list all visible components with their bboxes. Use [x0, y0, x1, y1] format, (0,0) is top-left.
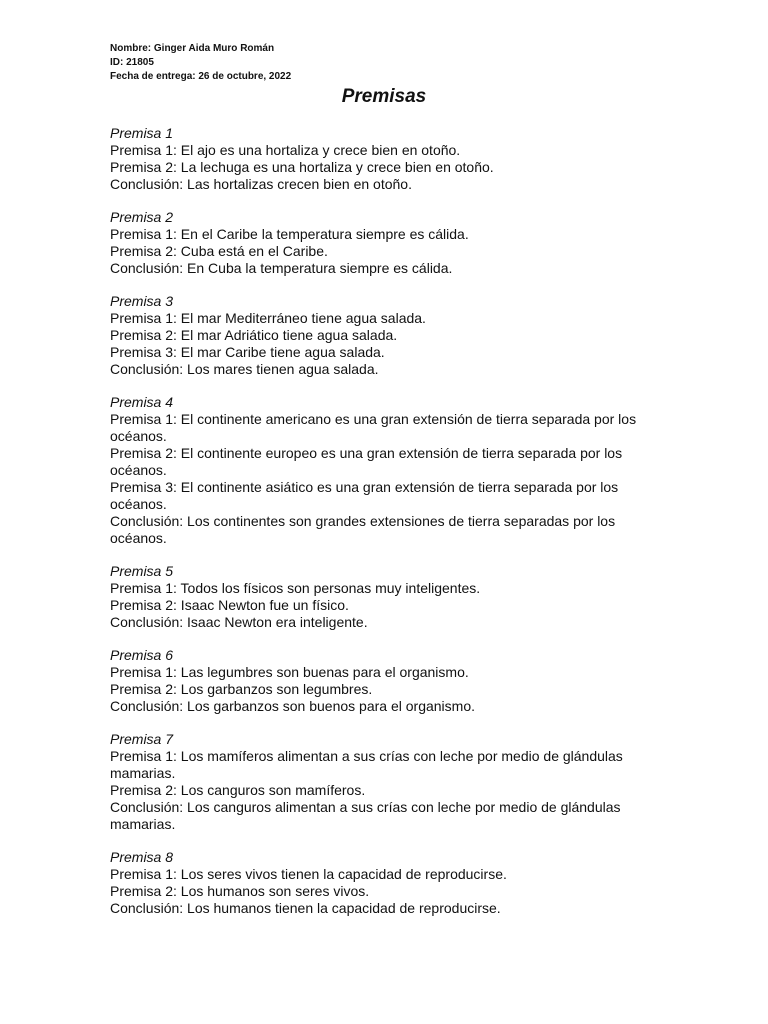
premise-line: Premisa 1: El ajo es una hortaliza y crece bien en otoño. [110, 142, 461, 158]
conclusion-line: Conclusión: Las hortalizas crecen bien en otoño. [110, 176, 412, 192]
premise-heading: Premisa 8 [110, 849, 174, 865]
premise-line: Premisa 2: Los garbanzos son legumbres. [110, 681, 373, 697]
premise-section-4 [110, 394, 658, 547]
premise-line: Premisa 2: Isaac Newton fue un físico. [110, 597, 349, 613]
premise-line: Premisa 1: Los seres vivos tienen la capacidad de reproducirse. [110, 866, 507, 882]
premise-line: Premisa 1: Todos los físicos son personas muy inteligentes. [110, 580, 481, 596]
premise-heading: Premisa 7 [110, 731, 174, 747]
premise-line: Premisa 1: El mar Mediterráneo tiene agua salada. [110, 310, 426, 326]
conclusion-line: Conclusión: Los continentes son grandes extensiones de tierra separadas por los océanos. [110, 513, 616, 546]
premise-line: Premisa 2: El continente europeo es una gran extensión de tierra separada por los océanos. [110, 445, 623, 478]
premise-section-6 [110, 647, 658, 715]
premise-line: Premisa 2: El mar Adriático tiene agua salada. [110, 327, 398, 343]
student-name: Nombre: Ginger Aida Muro Román [110, 43, 275, 54]
conclusion-line: Conclusión: Los mares tienen agua salada. [110, 361, 379, 377]
premises-list [110, 125, 658, 933]
premise-line: Premisa 2: Los canguros son mamíferos. [110, 782, 366, 798]
premise-line: Premisa 1: Los mamíferos alimentan a sus crías con leche por medio de glándulas mamarias. [110, 748, 623, 781]
premise-line: Premisa 2: Los humanos son seres vivos. [110, 883, 370, 899]
premise-line: Premisa 2: La lechuga es una hortaliza y crece bien en otoño. [110, 159, 494, 175]
premise-heading: Premisa 5 [110, 563, 174, 579]
premise-section-5 [110, 563, 658, 631]
premise-heading: Premisa 1 [110, 125, 174, 141]
conclusion-line: Conclusión: Los garbanzos son buenos para el organismo. [110, 698, 476, 714]
premise-section-7 [110, 731, 658, 833]
premise-section-2 [110, 209, 658, 277]
conclusion-line: Conclusión: En Cuba la temperatura siempre es cálida. [110, 260, 453, 276]
premise-heading: Premisa 6 [110, 647, 174, 663]
premise-section-1 [110, 125, 658, 193]
premise-heading: Premisa 2 [110, 209, 174, 225]
premise-line: Premisa 1: El continente americano es una gran extensión de tierra separada por los océanos. [110, 411, 637, 444]
due-date: Fecha de entrega: 26 de octubre, 2022 [110, 71, 292, 82]
premise-line: Premisa 1: En el Caribe la temperatura siempre es cálida. [110, 226, 469, 242]
student-header [110, 42, 291, 84]
conclusion-line: Conclusión: Los humanos tienen la capacidad de reproducirse. [110, 900, 501, 916]
premise-section-8 [110, 849, 658, 917]
premise-line: Premisa 3: El continente asiático es una gran extensión de tierra separada por los océanos. [110, 479, 619, 512]
premise-section-3 [110, 293, 658, 378]
premise-heading: Premisa 4 [110, 394, 174, 410]
premise-heading: Premisa 3 [110, 293, 174, 309]
conclusion-line: Conclusión: Isaac Newton era inteligente. [110, 614, 368, 630]
premise-line: Premisa 2: Cuba está en el Caribe. [110, 243, 328, 259]
document-title: Premisas [341, 86, 427, 107]
premise-line: Premisa 3: El mar Caribe tiene agua salada. [110, 344, 385, 360]
student-id: ID: 21805 [110, 57, 154, 68]
conclusion-line: Conclusión: Los canguros alimentan a sus crías con leche por medio de glándulas mamarias. [110, 799, 621, 832]
premise-line: Premisa 1: Las legumbres son buenas para el organismo. [110, 664, 469, 680]
